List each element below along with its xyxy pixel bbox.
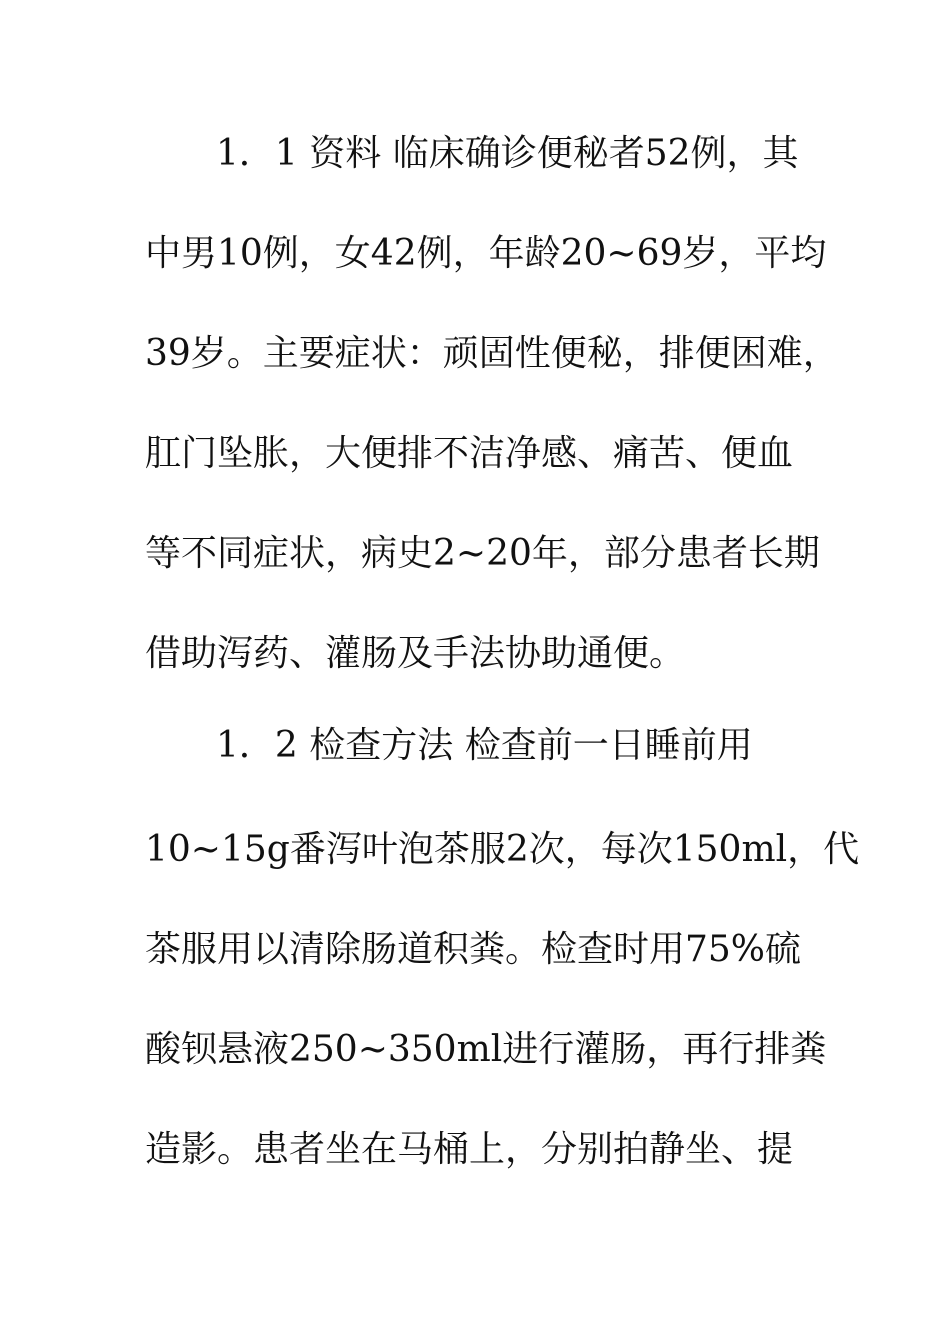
paragraph-1-line-5: 等不同症状，病史2~20年，部分患者长期 — [145, 533, 820, 574]
paragraph-2-line-5: 造影。患者坐在马桶上，分别拍静坐、提 — [145, 1129, 794, 1170]
paragraph-2-line-3: 茶服用以清除肠道积粪。检查时用75%硫 — [145, 929, 802, 970]
paragraph-1-line-4: 肛门坠胀，大便排不洁净感、痛苦、便血 — [145, 433, 794, 474]
paragraph-1-line-1: 1．1 资料 临床确诊便秘者52例，其 — [216, 133, 799, 174]
paragraph-1-line-6: 借助泻药、灌肠及手法协助通便。 — [145, 633, 686, 674]
paragraph-2-line-4: 酸钡悬液250~350ml进行灌肠，再行排粪 — [145, 1029, 827, 1070]
paragraph-2-line-2: 10~15g番泻叶泡茶服2次，每次150ml，代 — [145, 829, 860, 870]
paragraph-1-line-3: 39岁。主要症状：顽固性便秘，排便困难， — [145, 333, 839, 374]
paragraph-2-line-1: 1．2 检查方法 检查前一日睡前用 — [216, 725, 753, 766]
paragraph-1-line-2: 中男10例，女42例，年龄20~69岁，平均 — [145, 233, 827, 274]
